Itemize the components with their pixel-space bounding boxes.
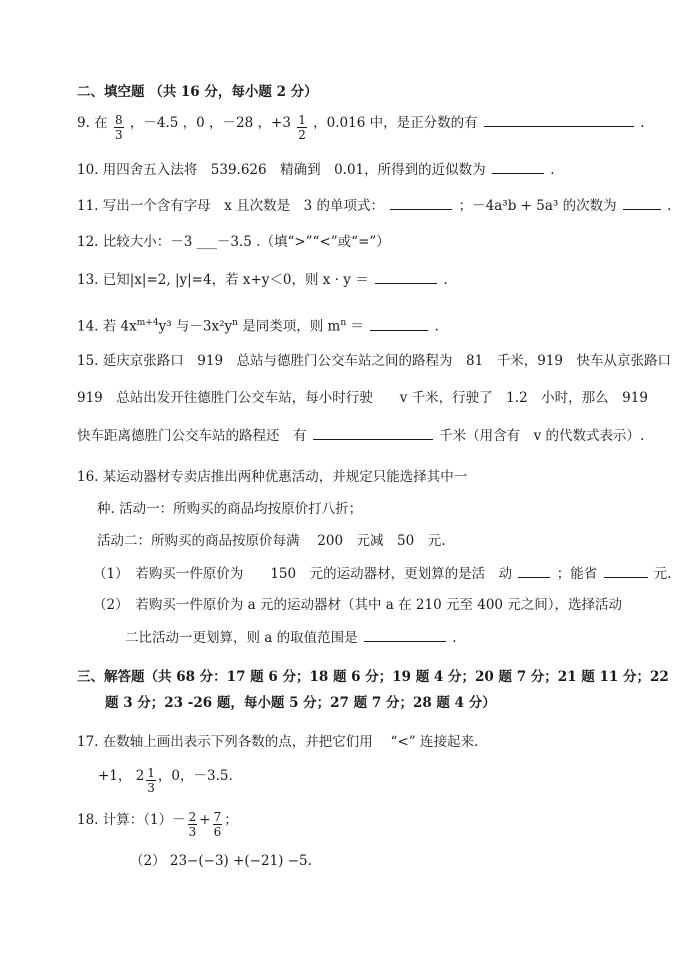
question-18: 18. 计算：（1）－ $\frac{2}{3}$ + $\frac{7}{6}$ ； bbox=[77, 810, 238, 839]
fraction-two-thirds: $\frac{2}{3}$ bbox=[188, 810, 197, 839]
section-2-title: 二、填空题 （共 16 分，每小题 2 分） bbox=[77, 84, 318, 100]
question-16-sub-1: （1） 若购买一件原价为 150 元的运动器材，更划算的是活 动 ；能省 元. bbox=[93, 566, 672, 582]
question-10: 10. 用四舍五入法将 539.626 精确到 0.01，所得到的近似数为 . bbox=[77, 162, 555, 178]
question-11: 11. 写出一个含有字母 x 且次数是 3 的单项式： ；－4a³b + 5a³ 的次数为 . bbox=[77, 198, 672, 214]
fraction-one-third: $\frac{1}{3}$ bbox=[147, 766, 155, 795]
question-18-sub-2: （2） 23−(−3) +(−21) −5. bbox=[130, 853, 312, 869]
answer-blank bbox=[375, 270, 437, 284]
question-16-line-1: 16. 某运动器材专卖店推出两种优惠活动，并规定只能选择其中一 bbox=[77, 469, 468, 485]
answer-blank bbox=[364, 628, 446, 642]
question-14: 14. 若 $4x^{m+4}y^3$ 与$-3x^2y^n$ 是同类项，则 $m^n$ ＝ . bbox=[77, 318, 439, 335]
answer-blank bbox=[390, 196, 452, 210]
question-12: 12. 比较大小：－3 ___－3.5 .（填“>”“<”或“=”） bbox=[77, 234, 390, 250]
answer-blank bbox=[492, 160, 544, 174]
answer-blank bbox=[484, 113, 634, 127]
question-15-line-1: 15. 延庆京张路口 919 总站与德胜门公交车站之间的路程为 81 千米，919 快车从京张路口 bbox=[77, 353, 671, 369]
question-17-numbers: +1， 2 $\frac{1}{3}$ ，0，－3.5. bbox=[98, 766, 233, 795]
question-16-line-2: 种. 活动一：所购买的商品均按原价打八折； bbox=[97, 501, 363, 517]
answer-blank bbox=[313, 426, 433, 440]
fraction-seven-sixths: $\frac{7}{6}$ bbox=[213, 810, 222, 839]
q9-prefix: 9. 在 bbox=[77, 115, 108, 131]
answer-blank bbox=[604, 564, 648, 578]
fraction-eight-thirds: $\frac{8}{3}$ bbox=[114, 113, 123, 142]
q9-suffix: ，0.016 中，是正分数的有 bbox=[313, 115, 478, 131]
question-17: 17. 在数轴上画出表示下列各数的点，并把它们用 “<” 连接起来. bbox=[77, 734, 479, 750]
question-16-line-3: 活动二：所购买的商品按原价每满 200 元减 50 元. bbox=[97, 533, 446, 549]
section-3-title-line-2: 题 3 分；23 -26 题，每小题 5 分；27 题 7 分；28 题 4 分） bbox=[105, 695, 496, 711]
question-13: 13. 已知|x|=2, |y|=4，若 x+y＜0，则 x · y ＝ . bbox=[77, 272, 448, 288]
fraction-one-half: $\frac{1}{2}$ bbox=[298, 113, 306, 142]
answer-blank bbox=[518, 564, 550, 578]
question-15-line-3: 快车距离德胜门公交车站的路程还 有 千米（用含有 v 的代数式表示）. bbox=[77, 428, 645, 444]
answer-blank bbox=[623, 196, 661, 210]
answer-blank bbox=[370, 317, 428, 331]
question-9: 9. 在 $\frac{8}{3}$ ，－4.5 ，0 ，－28 ，+3 $\frac{1}{2}$ ，0.016 中，是正分数的有 . bbox=[77, 113, 645, 142]
question-16-sub-2-cont: 二比活动一更划算，则 a 的取值范围是 . bbox=[125, 630, 457, 646]
section-3-title-line-1: 三、解答题（共 68 分：17 题 6 分；18 题 6 分；19 题 4 分；20 题 7 分；21 题 11 分；22 bbox=[77, 669, 669, 685]
q9-middle: ，－4.5 ，0 ，－28 ，+3 bbox=[129, 115, 291, 131]
question-16-sub-2: （2） 若购买一件原价为 a 元的运动器材（其中 a 在 210 元至 400 元之间），选择活动 bbox=[93, 597, 623, 613]
question-15-line-2: 919 总站出发开往德胜门公交车站，每小时行驶 v 千米，行驶了 1.2 小时，那么 919 bbox=[77, 390, 648, 406]
